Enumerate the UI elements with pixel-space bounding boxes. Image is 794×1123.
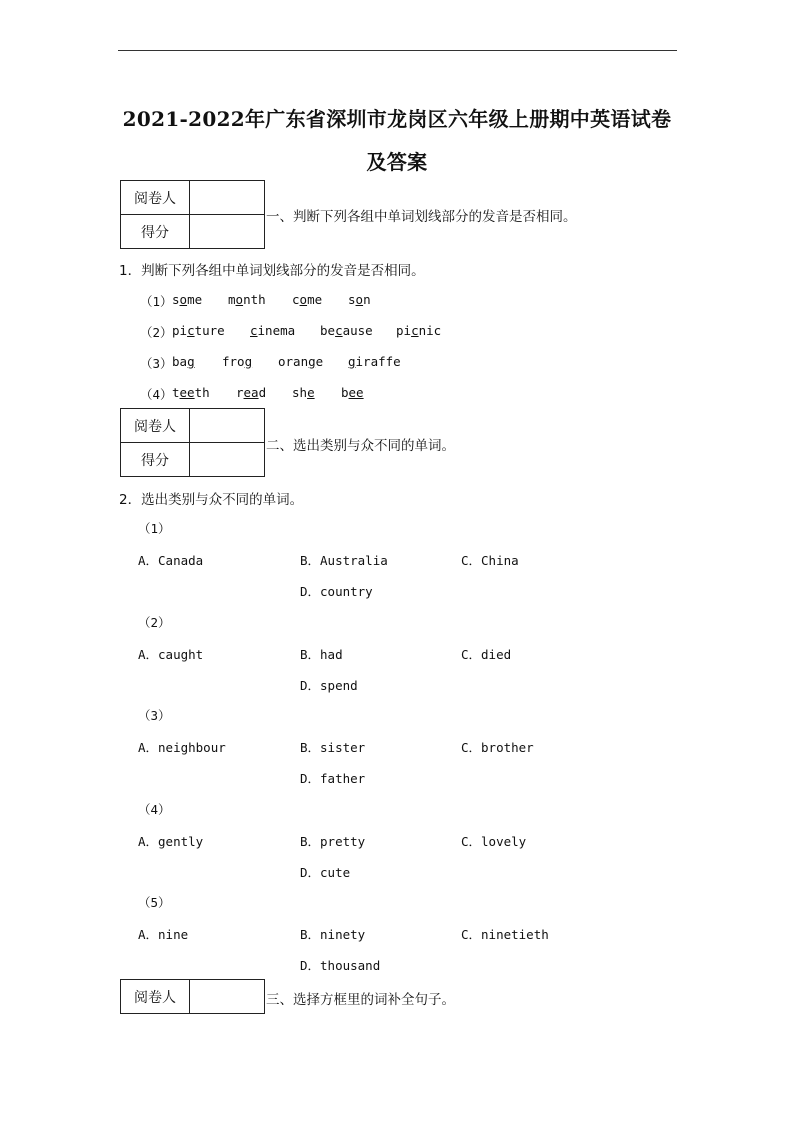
option-c: C．brother <box>461 740 534 755</box>
header-rule <box>118 50 677 51</box>
underlined-letters: g <box>348 354 356 369</box>
score-box-1 <box>120 180 265 249</box>
underlined-letters: c <box>411 323 419 338</box>
option-d: D．cute <box>300 864 351 880</box>
word: picture <box>172 323 225 338</box>
underlined-letters: c <box>250 323 258 338</box>
score-label: 得分 <box>121 215 190 249</box>
page-title-line2: 及答案 <box>366 150 428 174</box>
option-c: C．China <box>461 553 519 568</box>
score-blank <box>190 215 265 249</box>
score-box-2 <box>120 408 265 477</box>
item-number: （3） <box>138 708 171 723</box>
item-number: （5） <box>138 895 171 910</box>
group-number: （3） <box>140 356 173 371</box>
underlined-letters: o <box>179 292 188 307</box>
word: teeth <box>172 385 210 400</box>
option-d: D．thousand <box>300 958 381 973</box>
group-number: （1） <box>140 294 173 309</box>
word: because <box>320 323 373 338</box>
word: bee <box>341 385 364 400</box>
reviewer-blank <box>190 409 265 443</box>
option-c: C．ninetieth <box>461 927 549 942</box>
option-a: A．Canada <box>138 553 204 568</box>
reviewer-label: 阅卷人 <box>121 980 190 1014</box>
word: son <box>348 292 371 307</box>
underlined-letters: c <box>187 323 195 338</box>
group-number: （4） <box>140 387 173 402</box>
underlined-letters: ea <box>243 385 259 400</box>
page-title-line1: 2021-2022年广东省深圳市龙岗区六年级上册期中英语试卷 <box>122 107 672 131</box>
underlined-letters: o <box>355 292 364 307</box>
item-number: （4） <box>138 801 171 817</box>
word: bag <box>172 354 195 369</box>
item-number: （2） <box>138 614 171 630</box>
question-1: 1．判断下列各组中单词划线部分的发音是否相同。 <box>119 263 425 279</box>
underlined-letters: g <box>308 354 316 369</box>
question-2: 2．选出类别与众不同的单词。 <box>119 492 304 508</box>
option-b: B．sister <box>300 740 366 755</box>
word: giraffe <box>348 354 401 369</box>
option-d: D．spend <box>300 677 358 693</box>
word: orange <box>278 354 324 369</box>
option-a: A．caught <box>138 646 204 662</box>
word: some <box>172 292 203 307</box>
underlined-letters: g <box>187 354 195 369</box>
option-c: C．lovely <box>461 833 527 849</box>
underlined-letters: c <box>335 323 343 338</box>
option-d: D．father <box>300 771 366 786</box>
option-b: B．Australia <box>300 553 388 568</box>
word: picnic <box>396 323 442 338</box>
section3-title: 三、选择方框里的词补全句子。 <box>266 992 455 1008</box>
underlined-letters: e <box>307 385 315 400</box>
word: read <box>236 385 267 400</box>
word: month <box>228 292 266 307</box>
reviewer-label: 阅卷人 <box>121 181 190 215</box>
reviewer-blank <box>190 181 265 215</box>
underlined-letters: ee <box>348 385 364 400</box>
group-number: （2） <box>140 325 173 340</box>
option-a: A．nine <box>138 927 189 942</box>
underlined-letters: g <box>244 354 253 369</box>
option-b: B．had <box>300 646 343 662</box>
section2-title: 二、选出类别与众不同的单词。 <box>266 438 455 454</box>
option-b: B．pretty <box>300 833 366 849</box>
option-d: D．country <box>300 584 373 599</box>
word: cinema <box>250 323 296 338</box>
section1-title: 一、判断下列各组中单词划线部分的发音是否相同。 <box>266 209 577 225</box>
word: she <box>292 385 315 400</box>
option-a: A．neighbour <box>138 740 226 755</box>
reviewer-label: 阅卷人 <box>121 409 190 443</box>
underlined-letters: o <box>299 292 308 307</box>
reviewer-blank <box>190 980 265 1014</box>
option-b: B．ninety <box>300 927 366 942</box>
item-number: （1） <box>138 521 171 536</box>
score-box-3 <box>120 979 265 1014</box>
underlined-letters: ee <box>179 385 195 400</box>
option-a: A．gently <box>138 833 204 849</box>
word: come <box>292 292 323 307</box>
score-blank <box>190 443 265 477</box>
option-c: C．died <box>461 646 512 662</box>
word: frog <box>222 354 253 369</box>
score-label: 得分 <box>121 443 190 477</box>
underlined-letters: o <box>235 292 244 307</box>
